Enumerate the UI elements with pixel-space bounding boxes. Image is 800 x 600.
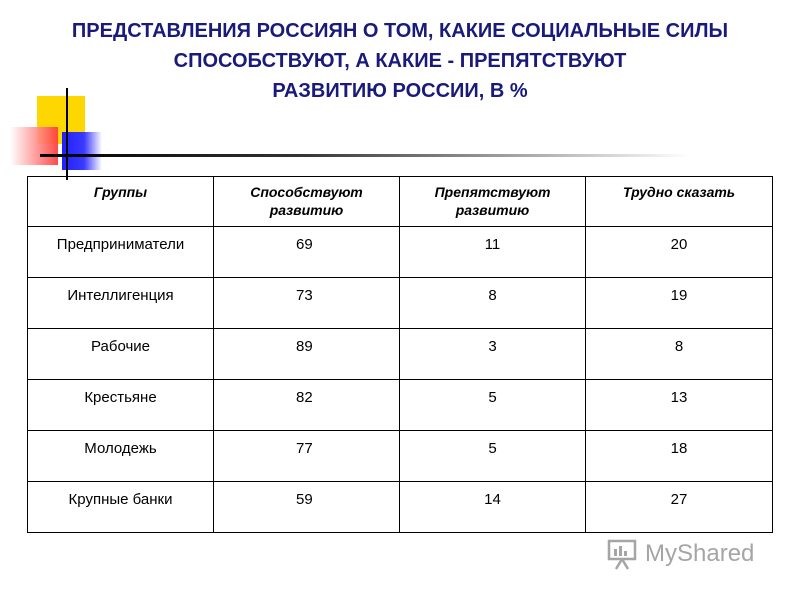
cell-unsure: 20 <box>586 227 773 278</box>
header-unsure <box>586 177 773 227</box>
blue-square <box>62 132 102 170</box>
cell-hinder: 5 <box>400 431 586 482</box>
vertical-rule <box>66 88 68 180</box>
cell-hinder: 11 <box>400 227 586 278</box>
table-row <box>28 482 773 533</box>
title-line-3: РАЗВИТИЮ РОССИИ, В % <box>272 80 528 102</box>
cell-support: 59 <box>214 482 400 533</box>
horizontal-rule <box>40 154 690 157</box>
table-header-row <box>28 177 773 227</box>
cell-hinder: 5 <box>400 380 586 431</box>
cell-unsure: 27 <box>586 482 773 533</box>
header-hinder-line2: развитию <box>455 202 530 218</box>
cell-group: Рабочие <box>28 329 214 380</box>
cell-group: Крестьяне <box>28 380 214 431</box>
cell-hinder: 8 <box>400 278 586 329</box>
cell-support: 69 <box>214 227 400 278</box>
table-row <box>28 278 773 329</box>
cell-group: Предприниматели <box>28 227 214 278</box>
cell-support: 89 <box>214 329 400 380</box>
cell-support: 77 <box>214 431 400 482</box>
header-hinder-line1: Препятствуют <box>434 184 551 200</box>
header-support <box>214 177 400 227</box>
presentation-board-icon <box>607 537 639 571</box>
header-group <box>28 177 214 227</box>
title-line-2: СПОСОБСТВУЮТ, А КАКИЕ - ПРЕПЯТСТВУЮТ <box>173 50 627 72</box>
cell-unsure: 8 <box>586 329 773 380</box>
red-square <box>10 127 58 165</box>
header-group-label: Группы <box>93 184 148 200</box>
header-unsure-label: Трудно сказать <box>622 184 736 200</box>
table-row <box>28 329 773 380</box>
cell-support: 73 <box>214 278 400 329</box>
cell-hinder: 14 <box>400 482 586 533</box>
header-hinder <box>400 177 586 227</box>
watermark-text: MyShared <box>645 540 755 567</box>
cell-unsure: 13 <box>586 380 773 431</box>
title-line-1: ПРЕДСТАВЛЕНИЯ РОССИЯН О ТОМ, КАКИЕ СОЦИАЛЬНЫЕ СИЛЫ <box>71 20 729 42</box>
cell-hinder: 3 <box>400 329 586 380</box>
cell-unsure: 19 <box>586 278 773 329</box>
cell-group: Молодежь <box>28 431 214 482</box>
table-row <box>28 431 773 482</box>
table-row <box>28 380 773 431</box>
cell-group: Интеллигенция <box>28 278 214 329</box>
cell-group: Крупные банки <box>28 482 214 533</box>
cell-unsure: 18 <box>586 431 773 482</box>
header-support-line1: Способствуют <box>250 184 363 200</box>
watermark <box>607 536 754 572</box>
survey-table <box>27 176 773 533</box>
table-row <box>28 227 773 278</box>
cell-support: 82 <box>214 380 400 431</box>
header-support-line2: развитию <box>269 202 344 218</box>
decorative-ornament <box>0 80 700 190</box>
